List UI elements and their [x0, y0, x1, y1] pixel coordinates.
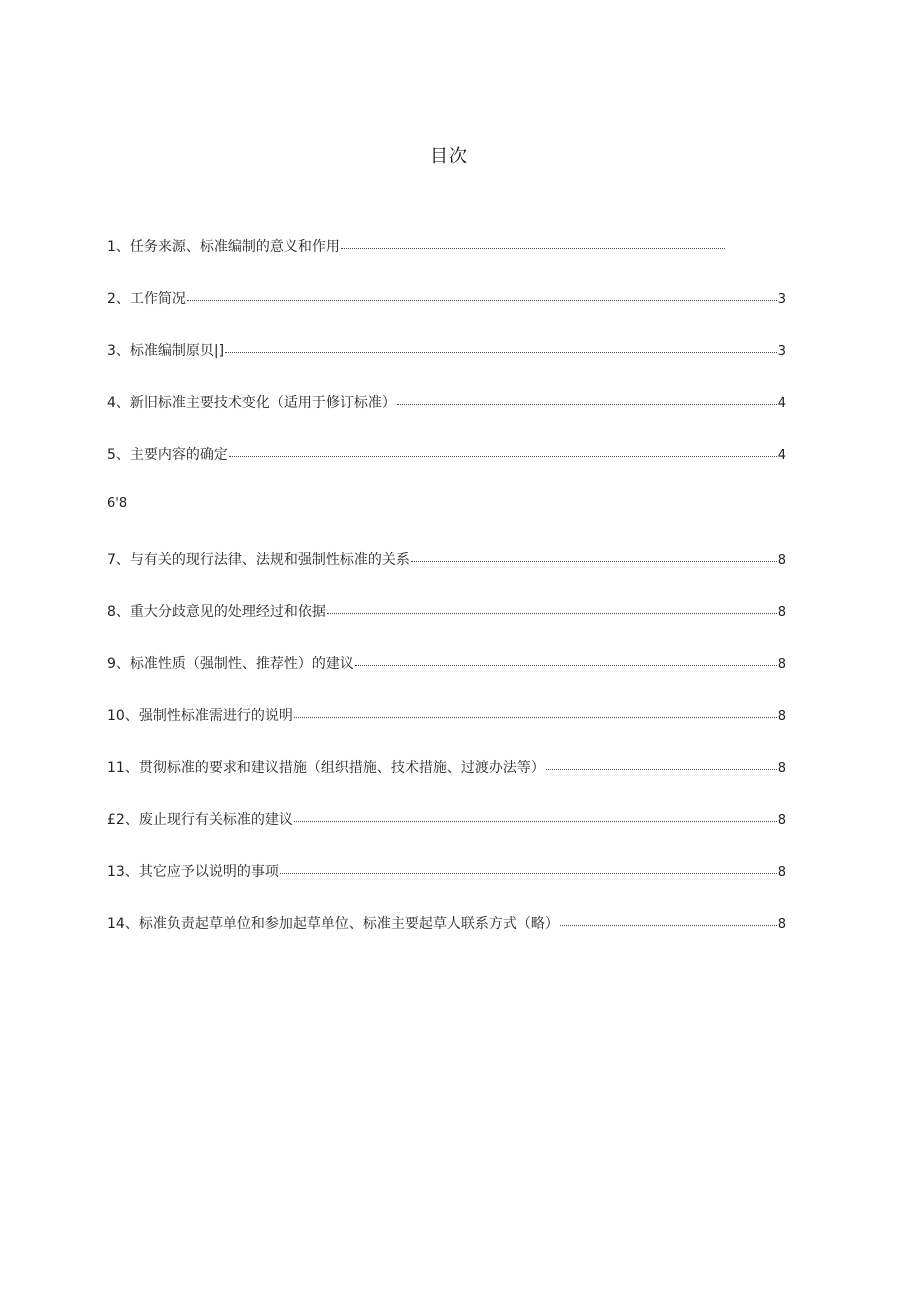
toc-entry-page: 8	[777, 708, 786, 724]
toc-dot-leader	[355, 665, 777, 666]
toc-dot-leader	[397, 404, 777, 405]
toc-entry[interactable]	[107, 288, 786, 340]
toc-list	[107, 236, 786, 965]
toc-entry[interactable]	[107, 653, 786, 705]
toc-dot-leader	[327, 613, 777, 614]
toc-entry-page: 8	[777, 760, 786, 776]
toc-entry-page: 8	[777, 813, 786, 829]
toc-entry-page: 8	[777, 656, 786, 672]
toc-dot-leader	[229, 456, 777, 457]
toc-dot-leader	[280, 873, 777, 874]
toc-entry[interactable]	[107, 496, 786, 548]
toc-dot-leader	[225, 352, 777, 353]
toc-entry-label: 1、任务来源、标准编制的意义和作用	[107, 239, 340, 255]
toc-dot-leader	[341, 248, 725, 249]
toc-entry-label: 6'8	[107, 496, 128, 512]
toc-entry-label: 7、与有关的现行法律、法规和强制性标准的关系	[107, 551, 410, 568]
toc-entry[interactable]	[107, 340, 786, 392]
toc-entry-label: £2、废止现行有关标准的建议	[107, 812, 293, 829]
toc-dot-leader	[294, 821, 777, 822]
toc-dot-leader	[560, 925, 777, 926]
toc-entry[interactable]	[107, 861, 786, 913]
toc-entry-page: 3	[777, 292, 786, 308]
toc-dot-leader	[546, 769, 777, 770]
toc-entry[interactable]	[107, 913, 786, 965]
toc-entry-label: 14、标准负责起草单位和参加起草单位、标准主要起草人联系方式（略）	[107, 916, 559, 933]
toc-entry-label: 10、强制性标准需进行的说明	[107, 707, 293, 724]
toc-entry[interactable]	[107, 392, 786, 444]
toc-entry[interactable]	[107, 705, 786, 757]
toc-dot-leader	[187, 300, 777, 301]
toc-title: 目次	[430, 146, 468, 167]
toc-entry[interactable]	[107, 809, 786, 861]
toc-entry-label: 2、工作简况	[107, 291, 186, 308]
toc-entry[interactable]	[107, 601, 786, 653]
toc-entry-label: 3、标准编制原贝|]	[107, 343, 225, 360]
toc-entry-page: 8	[777, 865, 786, 881]
toc-entry-label: 8、重大分歧意见的处理经过和依据	[107, 603, 326, 620]
toc-entry-page: 8	[777, 552, 786, 568]
toc-entry-label: 5、主要内容的确定	[107, 447, 228, 464]
toc-entry-label: 9、标准性质（强制性、推荐性）的建议	[107, 655, 354, 672]
toc-entry-page: 3	[777, 344, 786, 360]
toc-entry-page: 8	[777, 604, 786, 620]
toc-entry[interactable]	[107, 549, 786, 601]
toc-entry[interactable]	[107, 236, 786, 288]
toc-entry-label: 13、其它应予以说明的事项	[107, 864, 279, 881]
toc-dot-leader	[411, 561, 777, 562]
toc-entry-page: 8	[777, 917, 786, 933]
toc-entry[interactable]	[107, 444, 786, 496]
toc-entry-page: 4	[777, 448, 786, 464]
toc-entry-label: 4、新旧标准主要技术变化（适用于修订标准）	[107, 395, 396, 412]
toc-entry[interactable]	[107, 757, 786, 809]
toc-entry-page: 4	[777, 396, 786, 412]
toc-dot-leader	[294, 717, 777, 718]
toc-entry-label: 11、贯彻标准的要求和建议措施（组织措施、技术措施、过渡办法等）	[107, 759, 545, 776]
